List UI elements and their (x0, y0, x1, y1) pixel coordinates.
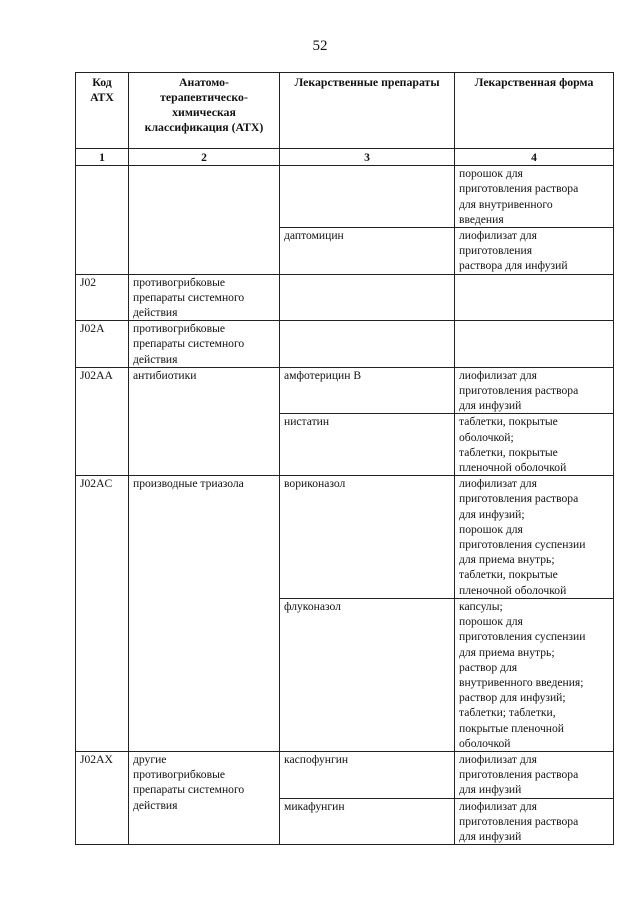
cell-form (455, 274, 614, 321)
column-number: 3 (280, 149, 455, 166)
cell-form: капсулы; порошок для приготовления суспензии для приема внутрь; раствор для внутривенного введения; раствор для инфузий; таблетки; таблетки, покрытые пленочной оболочкой (455, 598, 614, 751)
cell-code: J02AC (76, 476, 129, 752)
table-row (76, 751, 614, 798)
cell-drug: микафунгин (280, 798, 455, 845)
column-number-row (76, 149, 614, 166)
column-number: 4 (455, 149, 614, 166)
header-atx-classification: Анатомо- терапевтическо- химическая классификация (АТХ) (129, 73, 280, 149)
header-atx-code: Код АТХ (76, 73, 129, 149)
table-row (76, 274, 614, 321)
cell-atx: производные триазола (129, 476, 280, 752)
cell-code: J02AA (76, 367, 129, 475)
cell-form: лиофилизат для приготовления раствора для инфузий (455, 798, 614, 845)
cell-form: лиофилизат для приготовления раствора для инфузий (455, 751, 614, 798)
cell-atx: другие противогрибковые препараты системного действия (129, 751, 280, 844)
cell-code: J02AX (76, 751, 129, 844)
header-drugs: Лекарственные препараты (280, 73, 455, 149)
header-dosage-form: Лекарственная форма (455, 73, 614, 149)
cell-drug: даптомицин (280, 228, 455, 275)
cell-drug: вориконазол (280, 476, 455, 599)
table-row (76, 476, 614, 599)
table-row (76, 166, 614, 228)
atx-drug-table (75, 72, 614, 845)
cell-form: таблетки, покрытые оболочкой; таблетки, покрытые пленочной оболочкой (455, 414, 614, 476)
cell-code (76, 166, 129, 274)
cell-drug (280, 321, 455, 368)
cell-form: порошок для приготовления раствора для внутривенного введения (455, 166, 614, 228)
cell-form: лиофилизат для приготовления раствора для инфузий; порошок для приготовления суспензии для приема внутрь; таблетки, покрытые пленочной оболочкой (455, 476, 614, 599)
cell-form: лиофилизат для приготовления раствора для инфузий (455, 228, 614, 275)
cell-drug (280, 166, 455, 228)
cell-atx: противогрибковые препараты системного действия (129, 274, 280, 321)
cell-form: лиофилизат для приготовления раствора для инфузий (455, 367, 614, 414)
table-header-row (76, 73, 614, 149)
cell-atx: противогрибковые препараты системного действия (129, 321, 280, 368)
cell-code: J02 (76, 274, 129, 321)
cell-code: J02A (76, 321, 129, 368)
page-number: 52 (312, 38, 328, 54)
cell-atx (129, 166, 280, 274)
cell-drug: флуконазол (280, 598, 455, 751)
column-number: 2 (129, 149, 280, 166)
cell-drug (280, 274, 455, 321)
cell-drug: нистатин (280, 414, 455, 476)
column-number: 1 (76, 149, 129, 166)
cell-drug: каспофунгин (280, 751, 455, 798)
cell-atx: антибиотики (129, 367, 280, 475)
table-row (76, 367, 614, 414)
cell-form (455, 321, 614, 368)
cell-drug: амфотерицин B (280, 367, 455, 414)
table-row (76, 321, 614, 368)
